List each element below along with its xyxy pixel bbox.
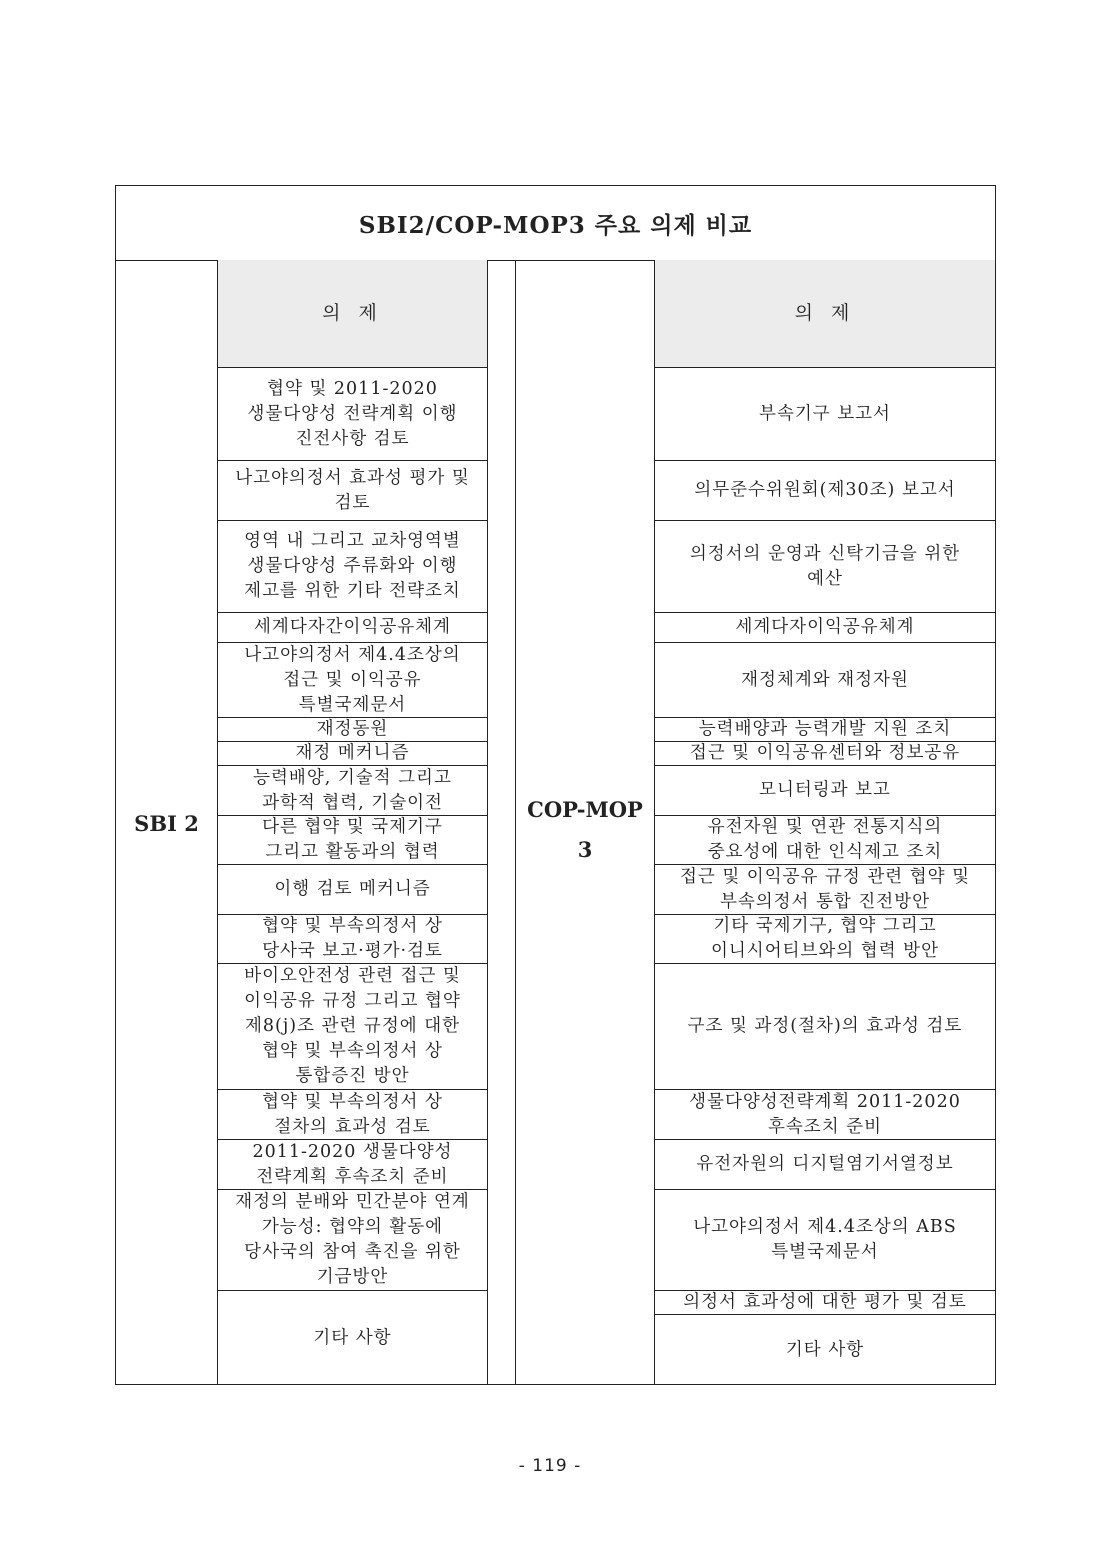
left-agenda-row bbox=[218, 368, 487, 461]
left-agenda-row bbox=[218, 521, 487, 613]
left-agenda-row-text: 협약 및 부속의정서 상 절차의 효과성 검토 bbox=[262, 1091, 443, 1137]
right-agenda-header bbox=[655, 260, 995, 368]
right-agenda-row bbox=[655, 964, 995, 1090]
right-agenda-row-text: 나고야의정서 제4.4조상의 ABS 특별국제문서 bbox=[693, 1217, 957, 1262]
right-agenda-row bbox=[655, 742, 995, 766]
right-agenda-row-text: 모니터링과 보고 bbox=[759, 780, 891, 800]
right-agenda-row-text: 구조 및 과정(절차)의 효과성 검토 bbox=[687, 1016, 963, 1036]
left-agenda-row-text: 이행 검토 메커니즘 bbox=[274, 879, 431, 899]
right-agenda-row-text: 재정체계와 재정자원 bbox=[741, 669, 909, 690]
left-agenda-column bbox=[217, 260, 488, 1385]
left-agenda-row-text: 재정동원 bbox=[316, 719, 389, 739]
left-agenda-row-text: 재정 메커니즘 bbox=[295, 743, 410, 763]
right-agenda-row bbox=[655, 1190, 995, 1291]
left-agenda-row bbox=[218, 1291, 487, 1385]
right-agenda-row bbox=[655, 718, 995, 742]
left-agenda-row-text: 나고야의정서 제4.4조상의 접근 및 이익공유 특별국제문서 bbox=[244, 644, 461, 715]
right-agenda-header-text: 의 제 bbox=[794, 302, 856, 324]
left-agenda-row-text: 나고야의정서 효과성 평가 및 검토 bbox=[235, 467, 470, 513]
left-agenda-row-text: 다른 협약 및 국제기구 그리고 활동과의 협력 bbox=[262, 817, 443, 862]
left-agenda-row bbox=[218, 1190, 487, 1291]
left-agenda-header bbox=[218, 260, 487, 368]
right-agenda-row bbox=[655, 1090, 995, 1140]
right-agenda-row-text: 의정서의 운영과 신탁기금을 위한 예산 bbox=[689, 543, 961, 589]
right-agenda-row bbox=[655, 766, 995, 816]
left-agenda-row bbox=[218, 461, 487, 521]
right-agenda-row-text: 능력배양과 능력개발 지원 조치 bbox=[698, 719, 952, 739]
right-agenda-row-text: 부속기구 보고서 bbox=[759, 403, 891, 424]
left-agenda-row-text: 세계다자간이익공유체계 bbox=[254, 617, 451, 637]
right-agenda-row-text: 기타 국제기구, 협약 그리고 이니시어티브와의 협력 방안 bbox=[711, 916, 939, 961]
page-number: - 119 - bbox=[518, 1456, 582, 1476]
left-agenda-row bbox=[218, 915, 487, 964]
right-agenda-row bbox=[655, 1140, 995, 1190]
left-agenda-row bbox=[218, 718, 487, 742]
left-agenda-row bbox=[218, 1140, 487, 1190]
right-group-label-line2: 3 bbox=[577, 837, 593, 862]
right-agenda-row-text: 기타 사항 bbox=[785, 1339, 865, 1360]
right-agenda-row bbox=[655, 368, 995, 461]
left-agenda-row-text: 재정의 분배와 민간분야 연계 가능성: 협약의 활동에 당사국의 참여 촉진을 위한 기금방안 bbox=[235, 1192, 470, 1287]
right-agenda-row bbox=[655, 915, 995, 964]
left-agenda-row bbox=[218, 816, 487, 865]
left-agenda-row-text: 협약 및 2011-2020 생물다양성 전략계획 이행 진전사항 검토 bbox=[247, 378, 458, 449]
right-agenda-row-text: 의정서 효과성에 대한 평가 및 검토 bbox=[683, 1292, 967, 1312]
right-agenda-row-text: 세계다자이익공유체계 bbox=[735, 617, 915, 637]
left-agenda-row-text: 2011-2020 생물다양성 전략계획 후속조치 준비 bbox=[252, 1141, 453, 1187]
right-agenda-row-text: 의무준수위원회(제30조) 보고서 bbox=[694, 480, 956, 500]
right-agenda-row-text: 접근 및 이익공유 규정 관련 협약 및 부속의정서 통합 진전방안 bbox=[679, 866, 971, 912]
right-agenda-row-text: 유전자원의 디지털염기서열정보 bbox=[696, 1154, 954, 1174]
left-agenda-row-text: 기타 사항 bbox=[313, 1327, 392, 1348]
right-agenda-row bbox=[655, 1315, 995, 1385]
left-agenda-row-text: 바이오안전성 관련 접근 및 이익공유 규정 그리고 협약 제8(j)조 관련 규정에 대한 협약 및 부속의정서 상 통합증진 방안 bbox=[244, 966, 461, 1086]
left-agenda-row-text: 영역 내 그리고 교차영역별 생물다양성 주류화와 이행 제고를 위한 기타 전략조치 bbox=[244, 531, 461, 601]
right-agenda-row bbox=[655, 461, 995, 521]
right-group-label-line1: COP-MOP bbox=[527, 797, 643, 822]
left-agenda-row bbox=[218, 643, 487, 718]
right-agenda-row bbox=[655, 613, 995, 643]
left-agenda-row-text: 능력배양, 기술적 그리고 과학적 협력, 기술이전 bbox=[253, 767, 452, 813]
left-agenda-row bbox=[218, 613, 487, 643]
right-agenda-row-text: 생물다양성전략계획 2011-2020 후속조치 준비 bbox=[689, 1091, 961, 1137]
right-agenda-row bbox=[655, 1291, 995, 1315]
left-group-label: SBI 2 bbox=[134, 810, 199, 836]
right-group-label bbox=[515, 790, 655, 870]
left-agenda-row bbox=[218, 742, 487, 766]
left-agenda-row bbox=[218, 1090, 487, 1140]
right-agenda-row-text: 접근 및 이익공유센터와 정보공유 bbox=[689, 743, 961, 763]
left-agenda-row bbox=[218, 766, 487, 816]
table-title: SBI2/COP-MOP3 주요 의제 비교 bbox=[358, 211, 753, 239]
right-agenda-row-text: 유전자원 및 연관 전통지식의 중요성에 대한 인식제고 조치 bbox=[707, 817, 943, 862]
right-agenda-row bbox=[655, 865, 995, 915]
right-agenda-row bbox=[655, 643, 995, 718]
left-agenda-row bbox=[218, 865, 487, 915]
right-agenda-row bbox=[655, 816, 995, 865]
right-agenda-column bbox=[654, 260, 996, 1385]
left-agenda-header-text: 의 제 bbox=[322, 302, 383, 324]
left-agenda-row-text: 협약 및 부속의정서 상 당사국 보고·평가·검토 bbox=[262, 916, 443, 961]
left-agenda-row bbox=[218, 964, 487, 1090]
right-agenda-row bbox=[655, 521, 995, 613]
